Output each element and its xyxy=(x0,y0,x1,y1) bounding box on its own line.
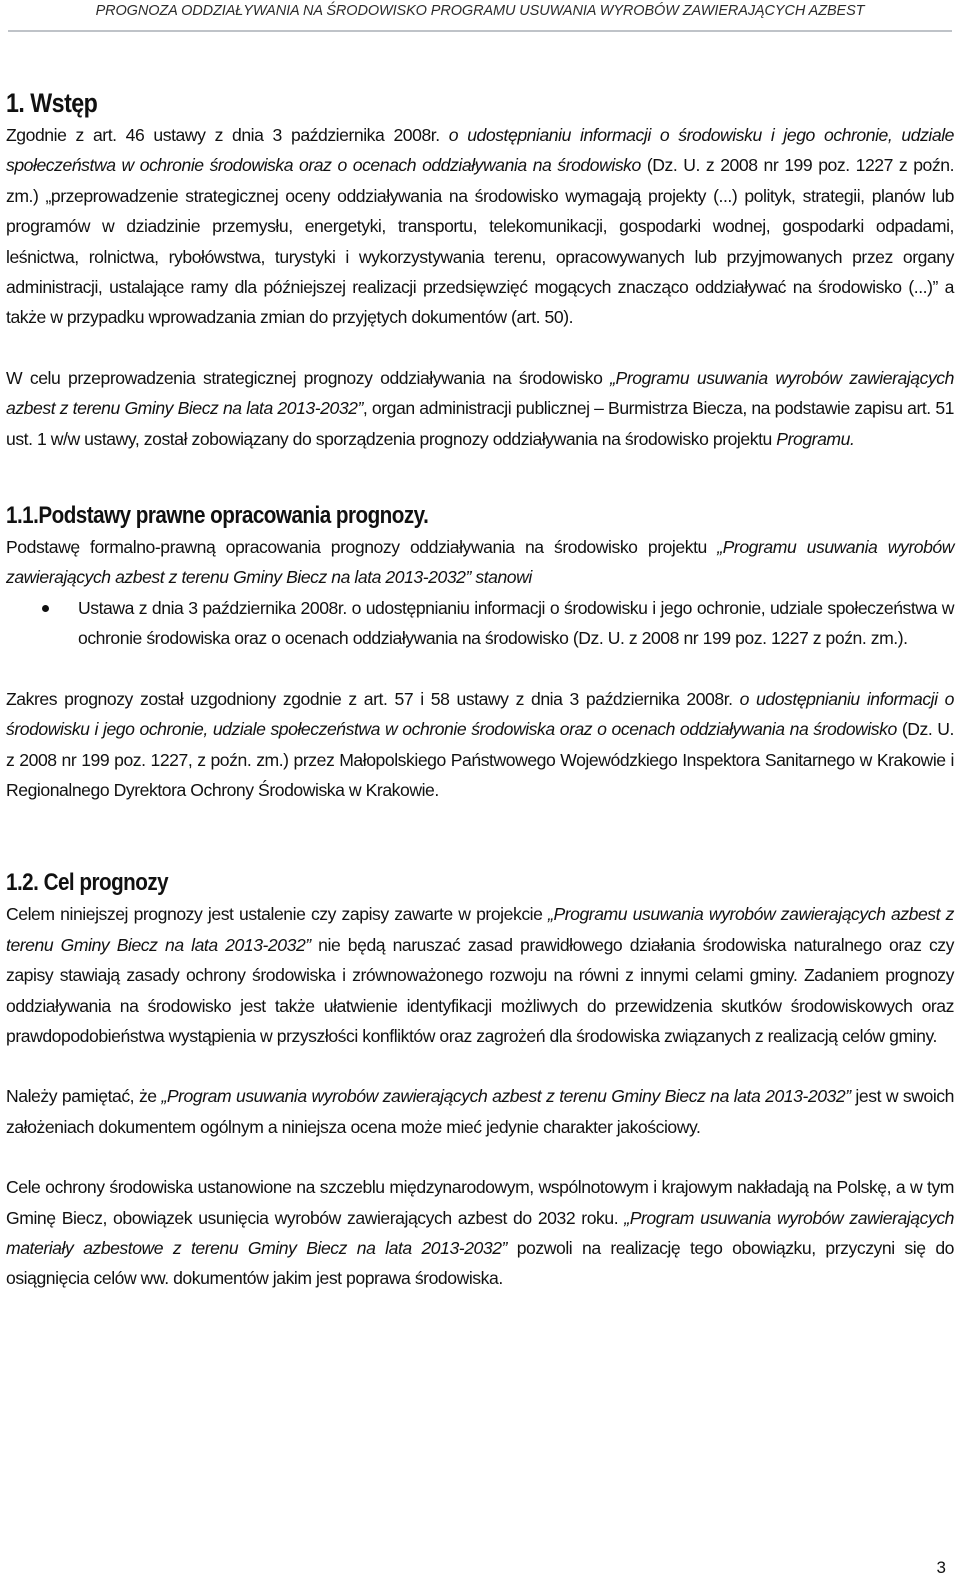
legal-basis-list xyxy=(6,593,954,654)
header-divider xyxy=(8,30,952,32)
running-header-title: PROGNOZA ODDZIAŁYWANIA NA ŚRODOWISKO PROGRAMU USUWANIA WYROBÓW ZAWIERAJĄCYCH AZBEST xyxy=(95,3,865,19)
paragraph-prognosis-goal: Celem niniejszej prognozy jest ustalenie czy zapisy zawarte w projekcie „Programu usuwania wyrobów zawierających azbest z terenu Gminy Biecz na lata 2013-2032” nie będą naruszać zasad prawidłowego działania środowiska naturalnego oraz czy zapisy stawiają zasady ochrony środowiska i zrównoważonego rozwoju na równi z innymi celami gminy. Zadaniem prognozy oddziaływania na środowisko jest także ułatwienie identyfikacji możliwych do przewidzenia skutków środowiskowych oraz prawdopodobieństwa wystąpienia w przyszłości konfliktów oraz zagrożeń dla środowiska związanych z realizacją celów gminy. xyxy=(6,904,954,1046)
paragraph-legal-basis-art46: Zgodnie z art. 46 ustawy z dnia 3 października 2008r. o udostępnianiu informacji o środowisku i jego ochronie, udziale społeczeństwa w ochronie środowiska oraz o ocenach oddziaływania na środowisko (Dz. U. z 2008 nr 199 poz. 1227 z poźn. zm.) „przeprowadzenie strategicznej oceny oddziaływania na środowisko wymagają projekty (...) polityk, strategii, planów lub programów w dziadzinie przemysłu, energetyki, transportu, telekomunikacji, gospodarki wodnej, gospodarki odpadami, leśnictwa, rolnictwa, rybołówstwa, turystyki i wykorzystywania terenu, opracowywanych lub przyjmowanych przez organy administracji, ustalające ramy dla późniejszej realizacji przedsięwzięć mogących znacząco oddziaływać na środowisko (...)” a także w przypadku wprowadzania zmian do przyjętych dokumentów (art. 50). xyxy=(6,125,955,328)
list-item: Ustawa z dnia 3 października 2008r. o udostępnianiu informacji o środowisku i jego ochronie, udziale społeczeństwa w ochronie środowiska oraz o ocenach oddziaływania na środowisko (Dz. U. z 2008 nr 199 poz. 1227 z poźn. zm.). xyxy=(78,593,954,654)
paragraph-general-nature: Należy pamiętać, że „Program usuwania wyrobów zawierających azbest z terenu Gminy Biecz na lata 2013-2032” jest w swoich założeniach dokumentem ogólnym a niniejsza ocena może mieć jedynie charakter jakościowy. xyxy=(6,1086,954,1137)
section-heading-legal-basis: 1.1.Podstawy prawne opracowania prognozy. xyxy=(6,502,429,530)
paragraph-scope-agreement: Zakres prognozy został uzgodniony zgodnie z art. 57 i 58 ustawy z dnia 3 października 2008r. o udostępnianiu informacji o środowisku i jego ochronie, udziale społeczeństwa w ochronie środowiska oraz o ocenach oddziaływania na środowisko (Dz. U. z 2008 nr 199 poz. 1227, z poźn. zm.) przez Małopolskiego Państwowego Wojewódzkiego Inspektora Sanitarnego w Krakowie i Regionalnego Dyrektora Ochrony Środowiska w Krakowie. xyxy=(6,688,954,800)
running-header xyxy=(0,0,960,32)
paragraph-environmental-goals: Cele ochrony środowiska ustanowione na szczeblu międzynarodowym, wspólnotowym i krajowym nakładają na Polskę, a w tym Gminę Biecz, obowiązek usunięcia wyrobów zawierających azbest do 2032 roku. „Program usuwania wyrobów zawierających materiały azbestowe z terenu Gminy Biecz na lata 2013-2032” pozwoli na realizację tego obowiązku, przyczyni się do osiągnięcia celów ww. dokumentów jakim jest poprawa środowiska. xyxy=(6,1177,955,1289)
document-body xyxy=(6,86,954,1294)
section-heading-introduction: 1. Wstęp xyxy=(6,88,98,118)
section-heading-prognosis-goal: 1.2. Cel prognozy xyxy=(6,869,169,897)
paragraph-formal-legal-basis: Podstawę formalno-prawną opracowania prognozy oddziaływania na środowisko projektu „Programu usuwania wyrobów zawierających azbest z terenu Gminy Biecz na lata 2013-2032” stanowi xyxy=(6,537,954,588)
bullet-icon xyxy=(42,605,49,612)
page-number: 3 xyxy=(936,1558,946,1577)
paragraph-prognosis-purpose: W celu przeprowadzenia strategicznej prognozy oddziaływania na środowisko „Programu usuwania wyrobów zawierających azbest z terenu Gminy Biecz na lata 2013-2032”, organ administracji publicznej – Burmistrza Biecza, na podstawie zapisu art. 51 ust. 1 w/w ustawy, został zobowiązany do sporządzenia prognozy oddziaływania na środowisko projektu Programu. xyxy=(6,367,954,449)
